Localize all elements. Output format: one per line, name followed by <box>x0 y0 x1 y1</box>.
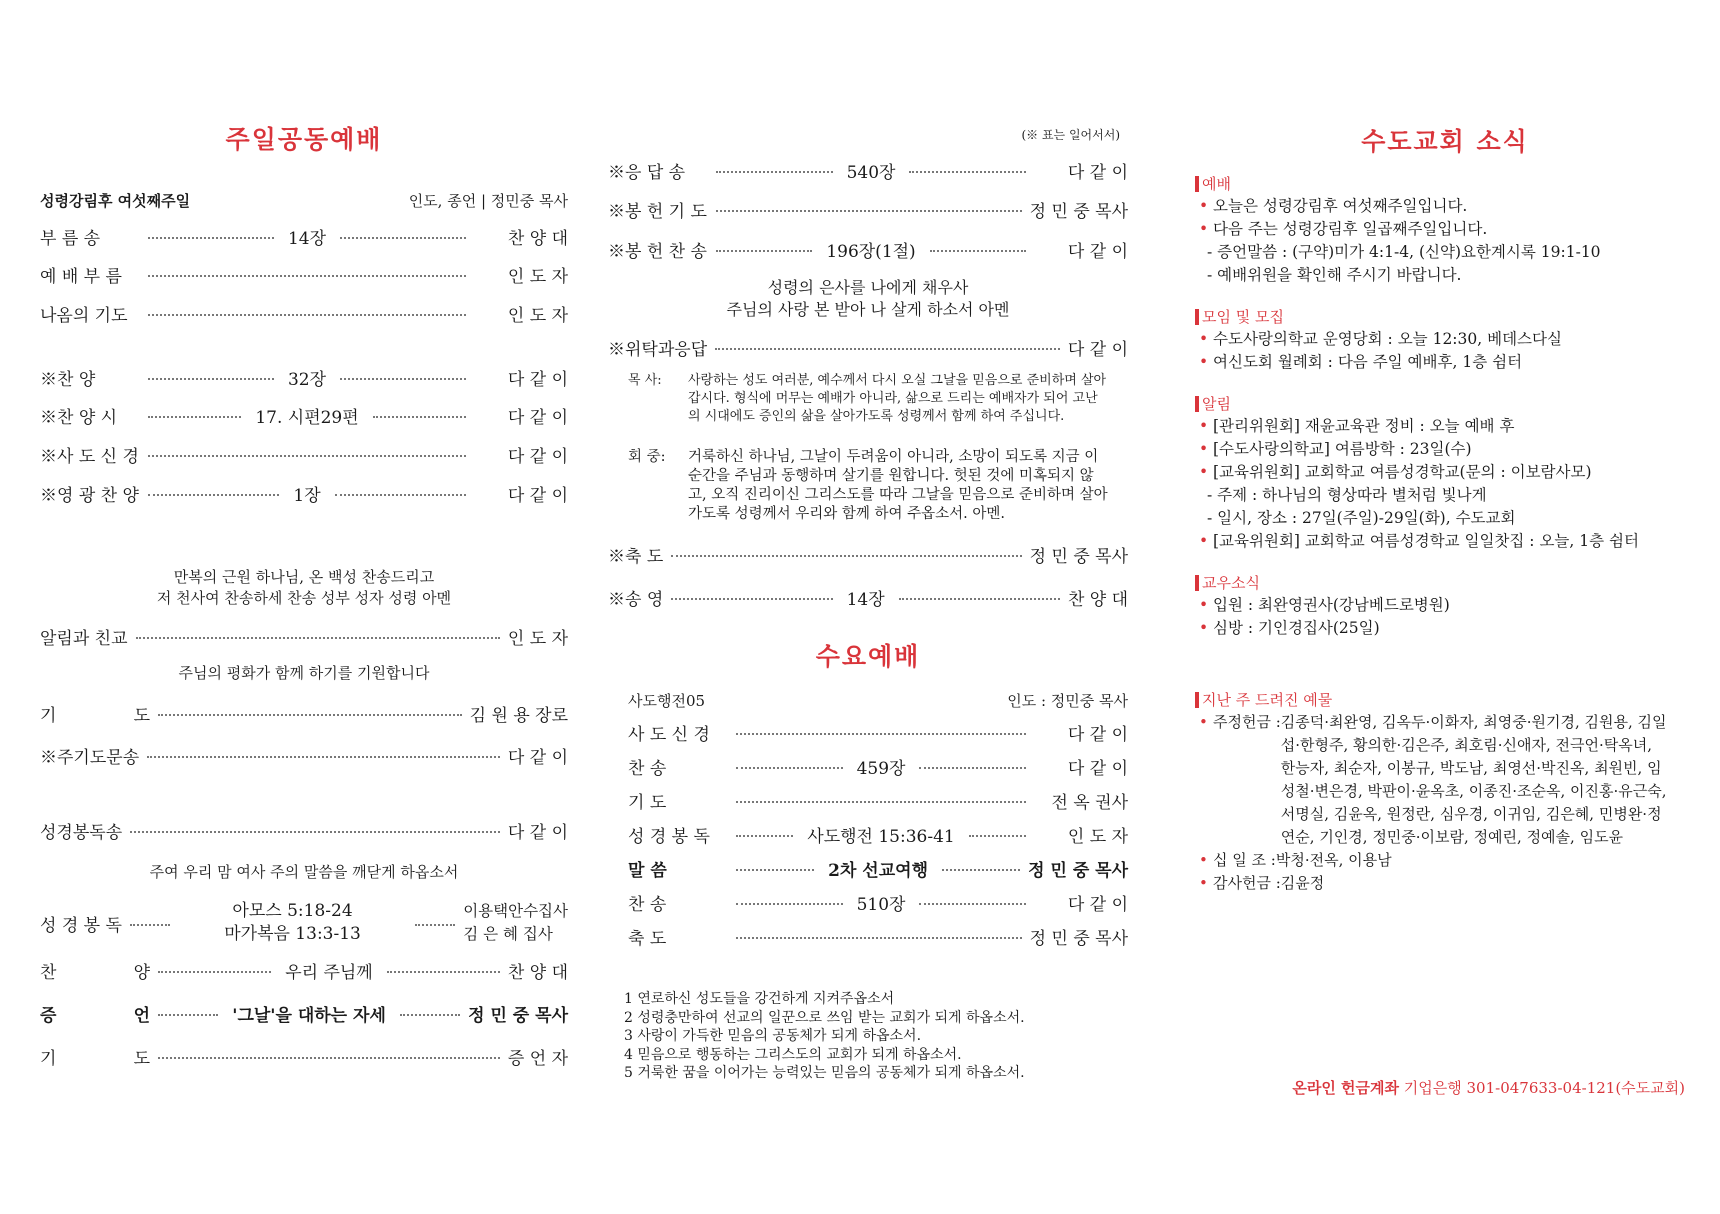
scripture-song-who: 다 같 이 <box>507 822 568 843</box>
doxology-line: 저 천사여 찬송하세 찬송 성부 성자 성령 아멘 <box>156 589 452 607</box>
order-row <box>628 753 1128 779</box>
leader-dots <box>147 756 500 758</box>
pastor-label: 목 사: <box>628 373 662 388</box>
reading-label: 성 경 봉 독 <box>40 915 122 936</box>
leader-dots <box>736 869 814 871</box>
reading-reader: 이용택안수집사 <box>463 902 568 920</box>
order-label: ※봉 헌 찬 송 <box>608 241 707 262</box>
news-item: • 오늘은 성령강림후 여섯째주일입니다. <box>1195 195 1695 218</box>
order-who: 다 같 이 <box>507 369 568 390</box>
offerings-list <box>1195 711 1695 895</box>
scripture-song-row <box>40 817 568 843</box>
prayer-label: 기 도 <box>40 705 150 726</box>
order-row <box>608 236 1128 262</box>
order-detail: 17. 시편29편 <box>255 407 359 428</box>
news-item: • [교육위원회] 교회학교 여름성경학교(문의 : 이보람사모) <box>1195 461 1695 484</box>
order-label: 예 배 부 름 <box>40 266 122 287</box>
order-detail: 196장(1절) <box>826 241 916 262</box>
commission-who: 다 같 이 <box>1067 339 1128 360</box>
news-item: • 여신도회 월례회 : 다음 주일 예배후, 1층 쉼터 <box>1195 351 1695 374</box>
leader-dots <box>158 1057 500 1059</box>
order-who: 다 같 이 <box>1067 162 1128 183</box>
order-row <box>628 821 1128 847</box>
blessing-label: ※축 도 <box>608 546 664 567</box>
order-row <box>40 402 568 428</box>
leader-dots <box>158 1014 218 1016</box>
leader-dots <box>148 494 279 496</box>
leader-dots <box>148 416 241 418</box>
order-who: 전 옥 권사 <box>1051 792 1128 813</box>
wednesday-prayer-list <box>624 990 1025 1083</box>
news-items <box>1195 415 1695 553</box>
online-offering-account <box>1292 1077 1685 1098</box>
prayer-item: 1 연로하신 성도들을 강건하게 지켜주옵소서 <box>624 991 895 1007</box>
news-item: • [수도사랑의학교] 여름방학 : 23일(수) <box>1195 438 1695 461</box>
leader-dots <box>969 835 1026 837</box>
order-who: 다 같 이 <box>1067 241 1128 262</box>
wednesday-series: 사도행전05 <box>628 692 706 710</box>
prayer-item: 3 사랑이 가득한 믿음의 공동체가 되게 하옵소서. <box>624 1028 922 1044</box>
fellowship-label: 알림과 친교 <box>40 628 128 649</box>
closing-prayer-label: 기 도 <box>40 1048 150 1069</box>
order-who: 다 같 이 <box>1067 724 1128 745</box>
leader-dots <box>671 598 832 600</box>
sunday-title: 주일공동예배 <box>225 125 383 154</box>
news-heading: 예배 <box>1195 176 1231 192</box>
prayer-who: 김 원 용 장로 <box>469 705 568 726</box>
pastor-litany <box>628 372 1108 426</box>
leader-dots <box>158 714 462 716</box>
closing-prayer-row <box>40 1043 568 1069</box>
order-who: 인 도 자 <box>1067 826 1128 847</box>
prayer-item: 4 믿음으로 행동하는 그리스도의 교회가 되게 하옵소서. <box>624 1046 962 1063</box>
sermon-label: 증 언 <box>40 1005 150 1026</box>
leader-dots <box>340 378 466 380</box>
order-detail: 510장 <box>856 894 906 915</box>
offering-item <box>1195 711 1695 849</box>
fellowship-row <box>40 623 568 649</box>
reading-passage: 마가복음 13:3-13 <box>224 924 361 944</box>
order-row <box>40 364 568 390</box>
order-label: ※찬 양 시 <box>40 407 118 428</box>
news-item: - 주제 : 하나님의 형상따라 별처럼 빛나게 <box>1207 486 1487 504</box>
leader-dots <box>716 210 1022 212</box>
leader-dots <box>942 869 1020 871</box>
order-who: 인 도 자 <box>507 266 568 287</box>
praise-label: 찬 양 <box>40 962 150 983</box>
order-label: 찬 송 <box>628 894 667 915</box>
news-item: - 예배위원을 확인해 주시기 바랍니다. <box>1207 266 1462 284</box>
order-row <box>608 196 1128 222</box>
sermon-row <box>40 1000 568 1026</box>
leader-dots <box>415 924 455 926</box>
fellowship-who: 인 도 자 <box>507 628 568 649</box>
leader-dots <box>736 733 1026 735</box>
news-item: • [관리위원회] 재윤교육관 정비 : 오늘 예배 후 <box>1195 415 1695 438</box>
leader-dots <box>148 378 274 380</box>
news-items <box>1195 594 1695 640</box>
standing-note: (※ 표는 일어서서) <box>1021 128 1120 142</box>
order-label: 축 도 <box>628 928 667 949</box>
order-row <box>628 719 1128 745</box>
doxology-text <box>40 567 568 609</box>
scripture-text: 주여 우리 맘 여사 주의 말씀을 깨닫게 하옵소서 <box>149 863 459 881</box>
news-items <box>1195 328 1695 374</box>
sermon-title: '그날'을 대하는 자세 <box>232 1005 386 1026</box>
leader: 인도, 종언 | 정민중 목사 <box>408 192 568 210</box>
order-label: 부 름 송 <box>40 228 101 249</box>
order-who: 다 같 이 <box>507 446 568 467</box>
leader-dots <box>136 637 500 639</box>
news-item: - 일시, 장소 : 27일(주일)-29일(화), 수도교회 <box>1207 509 1516 527</box>
pastor-text: 사랑하는 성도 여러분, 예수께서 다시 오실 그날을 믿음으로 준비하며 살아갑시다. 형식에 머무는 예배가 아니라, 삶으로 드리는 예배자가 되어 고난의 시대에도 증인의 삶을 살아가도록 성령께서 함께 하여 주십니다. <box>688 373 1107 424</box>
closing-hymn-who: 찬 양 대 <box>1067 589 1129 610</box>
order-label: 성 경 봉 독 <box>628 826 710 847</box>
offering-item <box>1195 849 1695 872</box>
leader-dots <box>736 801 1026 803</box>
leader-dots <box>130 831 500 833</box>
order-who: 찬 양 대 <box>507 228 568 249</box>
order-who: 다 같 이 <box>1067 894 1128 915</box>
news-column <box>1195 0 1695 1214</box>
order-who: 정 민 중 목사 <box>1028 860 1129 881</box>
leader-dots <box>148 237 274 239</box>
order-who: 다 같 이 <box>507 407 568 428</box>
sunday-service-column <box>40 0 568 1214</box>
order-row <box>40 300 568 326</box>
leader-dots <box>930 250 1026 252</box>
praise-row <box>40 957 568 983</box>
order-who: 정 민 중 목사 <box>1029 201 1128 222</box>
offering-line: 주님의 사랑 본 받아 나 살게 하소서 아멘 <box>726 300 1010 319</box>
leader-dots <box>736 903 843 905</box>
reading-row <box>40 900 568 946</box>
order-row <box>40 261 568 287</box>
account-label: 온라인 헌금계좌 <box>1292 1079 1399 1097</box>
commission-row <box>608 334 1128 360</box>
people-label: 회 중: <box>628 449 666 465</box>
offering-value: 박청·전옥, 이용남 <box>1275 851 1392 869</box>
offering-label: • 십 일 조 : <box>1213 851 1276 869</box>
leader-dots <box>919 767 1026 769</box>
order-label: ※응 답 송 <box>608 162 686 183</box>
leader-dots <box>340 237 466 239</box>
news-item: • 입원 : 최완영권사(강남베드로병원) <box>1195 594 1695 617</box>
blessing-who: 정 민 중 목사 <box>1029 546 1128 567</box>
people-litany <box>628 448 1108 524</box>
reading-readers <box>463 900 568 946</box>
leader-dots <box>387 971 500 973</box>
news-items <box>1195 195 1695 287</box>
reading-reader: 김 은 혜 집사 <box>463 925 553 943</box>
prayer-item: 5 거룩한 꿈을 이어가는 능력있는 믿음의 공동체가 되게 하옵소서. <box>624 1065 1025 1081</box>
offering-item <box>1195 872 1695 895</box>
occasion: 성령강림후 여섯째주일 <box>40 192 191 210</box>
order-row <box>608 157 1128 183</box>
order-label: 사 도 신 경 <box>628 724 710 745</box>
news-title: 수도교회 소식 <box>1361 127 1529 156</box>
reading-passages <box>178 900 407 946</box>
leader-dots <box>148 275 466 277</box>
order-row <box>628 787 1128 813</box>
order-label: 기 도 <box>628 792 667 813</box>
prayer-item: 2 성령충만하여 선교의 일꾼으로 쓰임 받는 교회가 되게 하옵소서. <box>624 1009 1025 1026</box>
order-label: 찬 송 <box>628 758 667 779</box>
leader-dots <box>335 494 466 496</box>
lords-prayer-row <box>40 742 568 768</box>
people-text: 거룩하신 하나님, 그날이 두려움이 아니라, 소망이 되도록 지금 이 순간을 주님과 동행하며 살기를 원합니다. 헛된 것에 미혹되지 않고, 오직 진리이신 그리스도를 따라 그날을 믿음으로 준비하며 살아가도록 성령께서 우리와 함께 하여 주옵소서. 아멘. <box>688 449 1108 522</box>
order-detail: 2차 선교여행 <box>828 860 928 881</box>
wednesday-title: 수요예배 <box>815 642 921 671</box>
leader-dots <box>148 455 466 457</box>
news-item: • 다음 주는 성령강림후 일곱째주일입니다. <box>1195 218 1695 241</box>
order-detail: 540장 <box>846 162 896 183</box>
offering-value: 김윤정 <box>1280 874 1325 892</box>
news-item: • 수도사랑의학교 운영당회 : 오늘 12:30, 베데스다실 <box>1195 328 1695 351</box>
leader-dots <box>130 924 170 926</box>
order-who: 인 도 자 <box>507 305 568 326</box>
leader-dots <box>716 250 812 252</box>
reading-passage: 아모스 5:18-24 <box>232 901 353 921</box>
praise-mid: 우리 주님께 <box>285 962 373 983</box>
wednesday-leader: 인도 : 정민중 목사 <box>1007 692 1128 710</box>
offerings-heading: 지난 주 드려진 예물 <box>1195 692 1332 708</box>
order-label: ※사 도 신 경 <box>40 446 139 467</box>
order-detail: 14장 <box>287 228 327 249</box>
order-row <box>628 923 1128 949</box>
sermon-who: 정 민 중 목사 <box>468 1005 568 1026</box>
closing-hymn-row <box>608 584 1128 610</box>
leader-dots <box>373 416 466 418</box>
leader-dots <box>716 171 833 173</box>
lords-prayer-label: ※주기도문송 <box>40 747 140 768</box>
order-who: 다 같 이 <box>507 485 568 506</box>
order-row <box>628 855 1128 881</box>
order-detail: 32장 <box>287 369 327 390</box>
peace-text: 주님의 평화가 함께 하기를 기원합니다 <box>178 664 430 682</box>
order-label: ※봉 헌 기 도 <box>608 201 707 222</box>
offering-value: 김종덕·최완영, 김옥두·이화자, 최영중·원기경, 김원용, 김일섭·한형주, 황의한·김은주, 최호림·신애자, 전극언·탁옥녀, 한능자, 최순자, 이봉규, 박도남, 최영선·박진옥, 최원빈, 임성철·변은경, 박판이·윤옥초, 이종진·조순옥, 이진홍·유근숙, 서명실, 김윤옥, 원정란, 심우경, 이귀임, 김은혜, 민병완·정연순, 기인경, 정민중·이보람, 정예린, 정예솔, 임도윤 <box>1280 713 1667 846</box>
offering-text <box>608 277 1128 321</box>
order-row <box>40 441 568 467</box>
news-item: • [교육위원회] 교회학교 여름성경학교 일일찻집 : 오늘, 1층 쉼터 <box>1195 530 1695 553</box>
order-label: 나옴의 기도 <box>40 305 128 326</box>
leader-dots <box>919 903 1026 905</box>
scripture-song-label: 성경봉독송 <box>40 822 123 843</box>
leader-dots <box>736 767 843 769</box>
praise-who: 찬 양 대 <box>507 962 568 983</box>
order-row <box>628 889 1128 915</box>
leader-dots <box>158 971 271 973</box>
leader-dots <box>148 314 466 316</box>
closing-hymn-label: ※송 영 <box>608 589 664 610</box>
closing-prayer-who: 증 언 자 <box>507 1048 568 1069</box>
news-heading: 모임 및 모집 <box>1195 309 1284 325</box>
commission-label: ※위탁과응답 <box>608 339 708 360</box>
news-heading: 교우소식 <box>1195 575 1260 591</box>
offering-label: • 주정헌금 : <box>1213 713 1281 731</box>
order-detail: 사도행전 15:36-41 <box>807 826 955 847</box>
leader-dots <box>899 598 1060 600</box>
offering-label: • 감사헌금 : <box>1213 874 1281 892</box>
order-row <box>40 480 568 506</box>
news-heading: 알림 <box>1195 396 1231 412</box>
blessing-row <box>608 541 1128 567</box>
order-row <box>40 223 568 249</box>
leader-dots <box>909 171 1026 173</box>
news-item: - 증언말씀 : (구약)미가 4:1-4, (신약)요한계시록 19:1-10 <box>1207 243 1601 261</box>
leader-dots <box>400 1014 460 1016</box>
order-label: 말 씀 <box>628 860 667 881</box>
order-who: 정 민 중 목사 <box>1029 928 1128 949</box>
prayer-row <box>40 700 568 726</box>
sunday-header <box>40 190 568 211</box>
order-label: ※영 광 찬 양 <box>40 485 139 506</box>
news-item: • 심방 : 기인경집사(25일) <box>1195 617 1695 640</box>
leader-dots <box>736 937 1022 939</box>
order-label: ※찬 양 <box>40 369 96 390</box>
offering-line: 성령의 은사를 나에게 채우사 <box>767 278 969 297</box>
wednesday-header <box>628 690 1128 711</box>
order-who: 다 같 이 <box>1067 758 1128 779</box>
order-detail: 459장 <box>856 758 906 779</box>
leader-dots <box>715 348 1060 350</box>
order-detail: 1장 <box>293 485 321 506</box>
middle-column <box>608 0 1128 1214</box>
account-number: 기업은행 301-047633-04-121(수도교회) <box>1403 1079 1685 1097</box>
leader-dots <box>671 555 1021 557</box>
closing-hymn-number: 14장 <box>846 589 885 610</box>
leader-dots <box>736 835 793 837</box>
doxology-line: 만복의 근원 하나님, 온 백성 찬송드리고 <box>173 568 435 586</box>
lords-prayer-who: 다 같 이 <box>507 747 568 768</box>
